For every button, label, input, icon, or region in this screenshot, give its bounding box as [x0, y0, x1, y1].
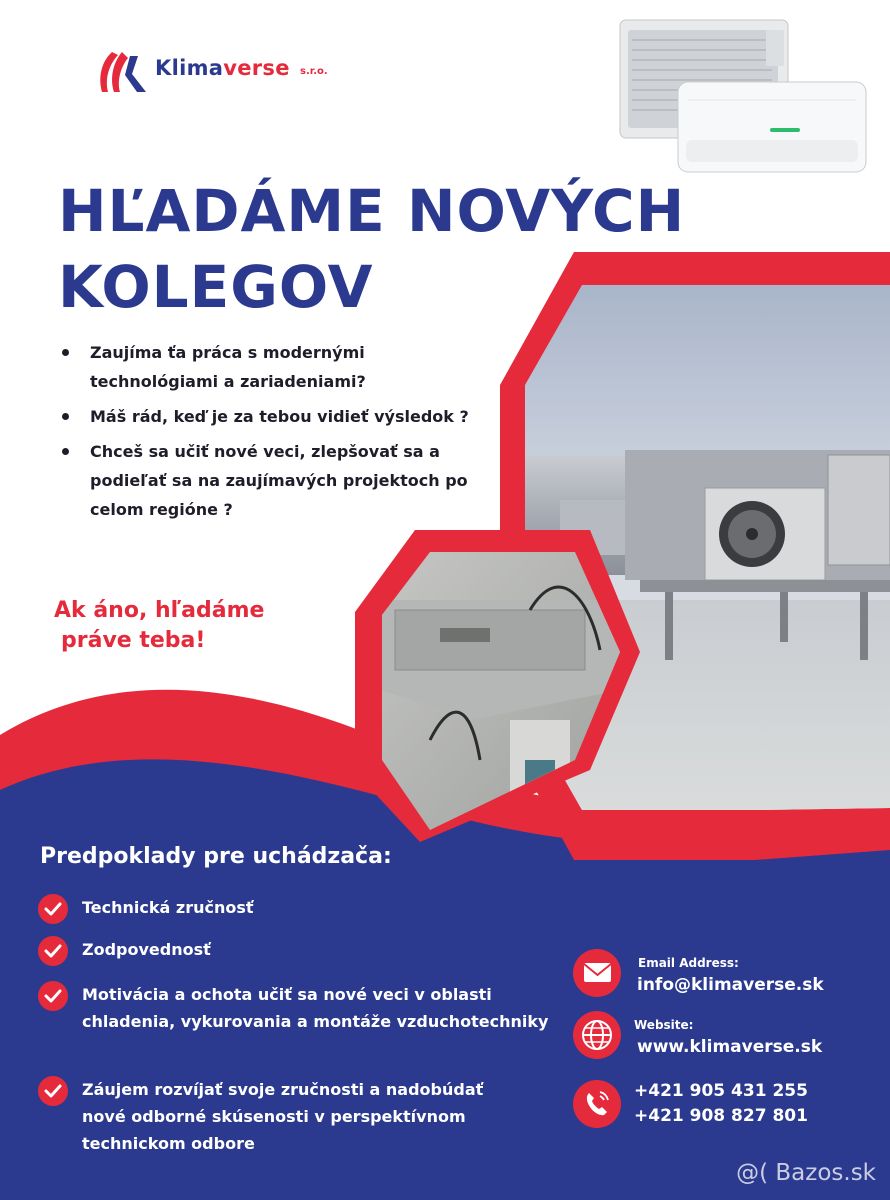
brand-name-part2: verse — [223, 56, 290, 80]
website-link[interactable]: www.klimaverse.sk — [637, 1037, 823, 1057]
brand-suffix: s.r.o. — [300, 66, 328, 77]
requirement-text: Zodpovednosť — [82, 940, 211, 959]
requirement-text: Technická zručnosť — [82, 898, 254, 917]
globe-icon — [573, 1011, 621, 1059]
callout-line1: Ak áno, hľadáme — [54, 598, 265, 623]
logo-mark-icon — [100, 52, 146, 92]
phone-icon — [573, 1080, 621, 1128]
headline-line2: KOLEGOV — [58, 253, 374, 321]
intro-bullet-text: Chceš sa učiť nové veci, zlepšovať sa a podieľať sa na zaujímavých projektoch po celom regióne ? — [90, 442, 468, 519]
callout — [54, 596, 374, 656]
headline-line1: HĽADÁME NOVÝCH — [58, 177, 686, 245]
website-label: Website: — [634, 1018, 694, 1032]
bullet-dot-icon — [62, 349, 69, 356]
requirement-text: Záujem rozvíjať svoje zručnosti a nadobúdať nové odborné skúsenosti v perspektívnom technickom odbore — [82, 1080, 484, 1153]
intro-bullet — [60, 437, 480, 524]
mail-icon — [573, 949, 621, 997]
phone-number-2[interactable]: +421 908 827 801 — [634, 1106, 808, 1126]
intro-bullet-text: Zaujíma ťa práca s modernými technológiami a zariadeniami? — [90, 343, 366, 391]
intro-bullet — [60, 338, 480, 396]
air-conditioner-illustration — [620, 20, 866, 172]
intro-bullet — [60, 402, 480, 431]
intro-bullet-list — [60, 338, 480, 530]
phone-number-1[interactable]: +421 905 431 255 — [634, 1081, 808, 1101]
watermark: @( Bazos.sk — [736, 1160, 876, 1186]
email-address-link[interactable]: info@klimaverse.sk — [637, 975, 824, 995]
requirement-item — [38, 1076, 498, 1157]
email-label: Email Address: — [638, 956, 739, 970]
intro-bullet-text: Máš rád, keď je za tebou vidieť výsledok ? — [90, 407, 469, 426]
requirement-item — [38, 894, 558, 921]
requirements-title: Predpoklady pre uchádzača: — [40, 844, 392, 869]
brand-name — [155, 56, 290, 80]
requirement-text: Motivácia a ochota učiť sa nové veci v oblasti chladenia, vykurovania a montáže vzduchotechniky — [82, 985, 549, 1031]
requirement-item — [38, 936, 558, 963]
bullet-dot-icon — [62, 448, 69, 455]
bullet-dot-icon — [62, 413, 69, 420]
callout-line2: práve teba! — [61, 628, 206, 653]
brand-name-part1: Klima — [155, 56, 224, 80]
requirement-item — [38, 981, 558, 1035]
